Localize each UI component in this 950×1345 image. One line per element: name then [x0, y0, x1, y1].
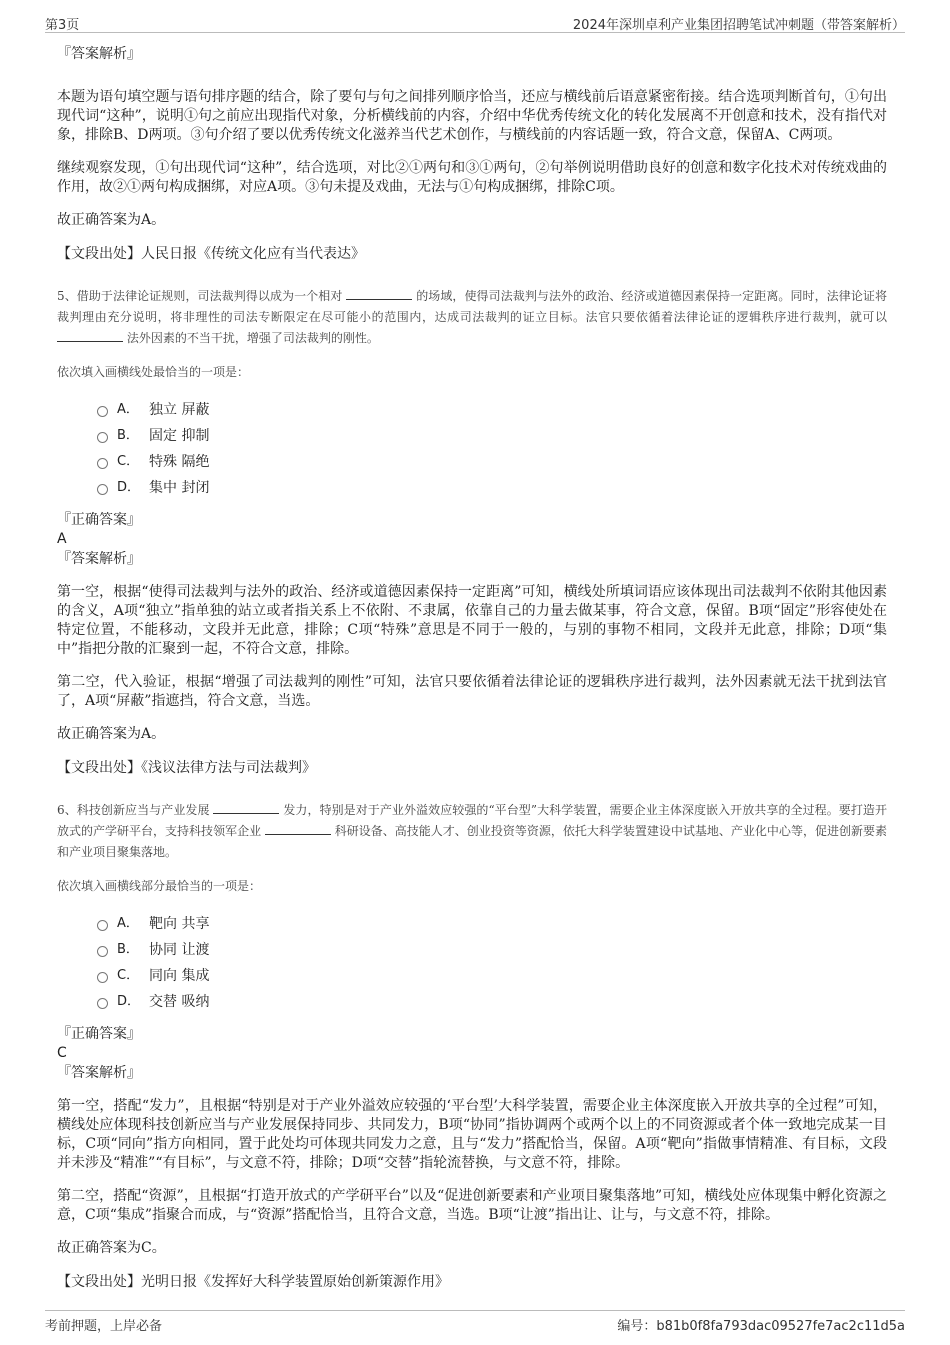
q4-analysis-paragraph-1: 本题为语句填空题与语句排序题的结合，除了要句与句之间排列顺序恰当，还应与横线前后语意紧密衔接。结合选项判断首句，①句出现代词“这种”，说明①句之前应出现指代对象，分析横线前的内容，介绍中华优秀传统文化的转化发展离不开创意和技术，没有指代对象，排除B、D两项。③句介绍了要以优秀传统文化滋养当代艺术创作，与横线前的内容话题一致，符合文意，保留A、C两项。 [57, 89, 887, 143]
q4-conclusion: 故正确答案为A。 [57, 212, 166, 228]
q6-analysis-paragraph-1: 第一空，搭配“发力”，且根据“特别是对于产业外溢效应较强的‘平台型’大科学装置，需要企业主体深度嵌入开放共享的全过程”可知，横线处应体现科技创新应当与产业发展保持同步、共同发力，B项“协同”指协调两个或两个以上的不同资源或者个体一致地完成某一目标，C项“同向”指方向相同，置于此处均可体现共同发力之意，且与“发力”搭配恰当，保留。A项“靶向”指做事情精准、有目标，文段并未涉及“精准”“有目标”，与文意不符，排除；D项“交替”指轮流替换，与文意不符，排除。 [57, 1098, 887, 1171]
option-text: 交替 吸纳 [149, 994, 210, 1010]
q5-options [97, 397, 887, 501]
q6-stem-part-c: 科研设备、高技能人才、创业投资等资源，依托大科学装置建设中试基地、产业化中心等，促进创新要素和产业项目聚集落地。 [57, 824, 887, 859]
q5-stem-part-c: 法外因素的不当干扰，增强了司法裁判的刚性。 [126, 331, 379, 345]
q5-stem-part-b: 的场域，使得司法裁判与法外的政治、经济或道德因素保持一定距离。同时，法律论证将裁判理由充分说明，将非理性的司法专断限定在尽可能小的范围内，达成司法裁判的证立目标。法官只要依循着法律论证的逻辑秩序进行裁判，就可以 [57, 289, 887, 324]
q5-correct-label: 『正确答案』 [57, 512, 141, 528]
q5-stem [57, 286, 887, 349]
main-content [57, 44, 887, 1314]
q4-analysis-paragraph-2: 继续观察发现，①句出现代词“这种”，结合选项，对比②①两句和③①两句，②句举例说明借助良好的创意和数字化技术对传统戏曲的作用，故②①两句构成捆绑，对应A项。③句未提及戏曲，无法与①句构成捆绑，排除C项。 [57, 160, 887, 195]
q5-conclusion: 故正确答案为A。 [57, 726, 166, 742]
option-letter: B． [117, 942, 139, 957]
q5-option-d[interactable] [97, 475, 887, 501]
page-number: 第3页 [45, 18, 80, 33]
q6-option-c[interactable] [97, 963, 887, 989]
q5-option-c[interactable] [97, 449, 887, 475]
q6-option-d[interactable] [97, 989, 887, 1015]
q6-correct-label: 『正确答案』 [57, 1026, 141, 1042]
q6-options [97, 911, 887, 1015]
q6-conclusion: 故正确答案为C。 [57, 1240, 166, 1256]
q5-correct-answer: A [57, 531, 67, 547]
radio-icon[interactable] [97, 920, 108, 931]
radio-icon[interactable] [97, 458, 108, 469]
q5-analysis-paragraph-2: 第二空，代入验证，根据“增强了司法裁判的刚性”可知，法官只要依循着法律论证的逻辑秩序进行裁判，法外因素就无法干扰到法官了，A项“屏蔽”指遮挡，符合文意，当选。 [57, 674, 887, 709]
q5-option-b[interactable] [97, 423, 887, 449]
option-text: 集中 封闭 [149, 480, 210, 496]
radio-icon[interactable] [97, 406, 108, 417]
option-letter: C． [117, 968, 140, 983]
option-letter: A． [117, 916, 139, 931]
q6-correct-answer: C [57, 1045, 67, 1061]
q6-blank-1 [213, 801, 279, 814]
option-text: 协同 让渡 [149, 942, 210, 958]
option-text: 独立 屏蔽 [149, 402, 210, 418]
q5-stem-part-a: 5、借助于法律论证规则，司法裁判得以成为一个相对 [57, 289, 343, 303]
radio-icon[interactable] [97, 998, 108, 1009]
option-text: 靶向 共享 [149, 916, 210, 932]
page-header [45, 12, 905, 33]
document-title: 2024年深圳卓利产业集团招聘笔试冲刺题（带答案解析） [572, 18, 905, 33]
page-footer [45, 1310, 905, 1337]
option-text: 同向 集成 [149, 968, 210, 984]
radio-icon[interactable] [97, 432, 108, 443]
radio-icon[interactable] [97, 484, 108, 495]
q6-source: 【文段出处】光明日报《发挥好大科学装置原始创新策源作用》 [57, 1274, 449, 1290]
option-letter: D． [117, 480, 141, 495]
q5-analysis-paragraph-1: 第一空，根据“使得司法裁判与法外的政治、经济或道德因素保持一定距离”可知，横线处所填词语应该体现出司法裁判不依附其他因素的含义，A项“独立”指单独的站立或者指关系上不依附、不隶属，依靠自己的力量去做某事，符合文意，保留。B项“固定”形容使处在特定位置，不能移动，文段并无此意，排除；C项“特殊”意思是不同于一般的，与别的事物不相同，文段并无此意，排除；D项“集中”指把分散的汇聚到一起，不符合文意，排除。 [57, 584, 887, 657]
radio-icon[interactable] [97, 972, 108, 983]
option-letter: D． [117, 994, 141, 1009]
q6-option-b[interactable] [97, 937, 887, 963]
q4-source: 【文段出处】人民日报《传统文化应有当代表达》 [57, 246, 365, 262]
q6-prompt: 依次填入画横线部分最恰当的一项是： [57, 879, 262, 893]
q6-stem-part-a: 6、科技创新应当与产业发展 [57, 803, 210, 817]
q5-option-a[interactable] [97, 397, 887, 423]
option-text: 特殊 隔绝 [149, 454, 210, 470]
q6-option-a[interactable] [97, 911, 887, 937]
option-text: 固定 抑制 [149, 428, 210, 444]
option-letter: A． [117, 402, 139, 417]
q6-blank-2 [265, 822, 331, 835]
q6-stem [57, 800, 887, 863]
q5-source: 【文段出处】《浅议法律方法与司法裁判》 [57, 760, 316, 776]
footer-slogan: 考前押题，上岸必备 [45, 1319, 163, 1334]
q6-analysis-label: 『答案解析』 [57, 1065, 141, 1081]
q5-blank-2 [57, 329, 123, 342]
option-letter: C． [117, 454, 140, 469]
document-id: 编号：b81b0f8fa793dac09527fe7ac2c11d5a [617, 1319, 905, 1334]
q6-analysis-paragraph-2: 第二空，搭配“资源”，且根据“打造开放式的产学研平台”以及“促进创新要素和产业项目聚集落地”可知，横线处应体现集中孵化资源之意，C项“集成”指聚合而成，与“资源”搭配恰当，且符合文意，当选。B项“让渡”指出让、让与，与文意不符，排除。 [57, 1188, 887, 1223]
q6-stem-part-b: 发力，特别是对于产业外溢效应较强的“平台型”大科学装置，需要企业主体深度嵌入开放共享的全过程。要打造开放式的产学研平台，支持科技领军企业 [57, 803, 887, 838]
q5-analysis-label: 『答案解析』 [57, 551, 141, 567]
q5-blank-1 [346, 287, 412, 300]
q5-prompt: 依次填入画横线处最恰当的一项是： [57, 365, 250, 379]
q4-analysis-label: 『答案解析』 [57, 46, 141, 62]
option-letter: B． [117, 428, 139, 443]
radio-icon[interactable] [97, 946, 108, 957]
